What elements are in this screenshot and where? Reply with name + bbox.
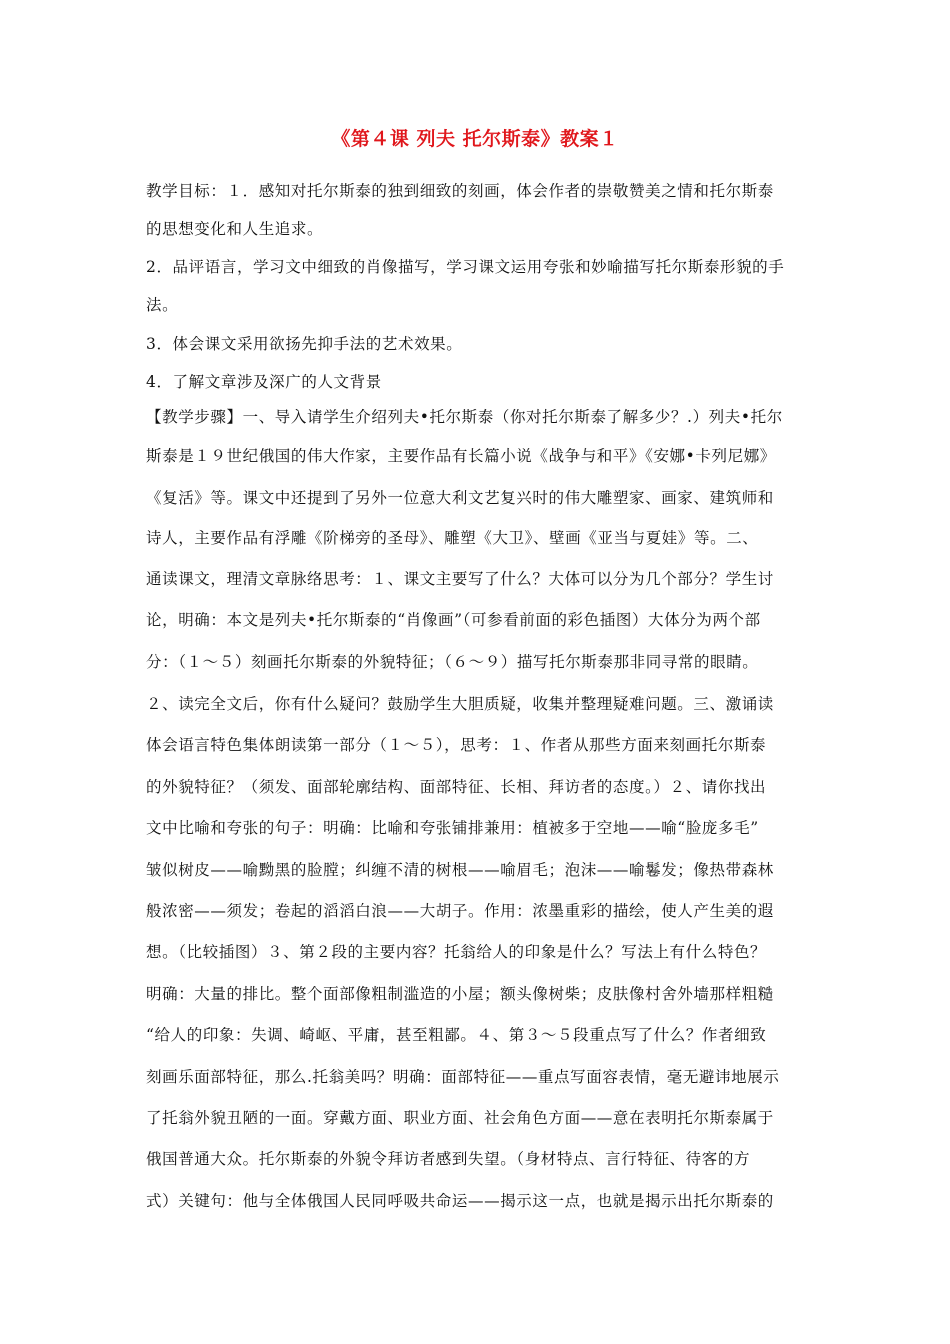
- text-line: 4．了解文章涉及深广的人文背景: [146, 373, 382, 391]
- text-line: 的外貌特征？（须发、面部轮廓结构、面部特征、长相、拜访者的态度。）２、请你找出: [146, 778, 767, 796]
- text-line: 诗人，主要作品有浮雕《阶梯旁的圣母》、雕塑《大卫》、壁画《亚当与夏娃》等。二、: [146, 529, 759, 547]
- text-line: 的思想变化和人生追求。: [146, 220, 324, 238]
- document-title: 《第４课 列夫 托尔斯泰》教案１: [331, 128, 619, 150]
- text-line: 体会语言特色集体朗读第一部分（１～５），思考：１、作者从那些方面来刻画托尔斯泰: [146, 736, 767, 754]
- text-line: 般浓密——须发；卷起的滔滔白浪——大胡子。作用：浓墨重彩的描绘，使人产生美的遐: [146, 902, 774, 920]
- text-line: 刻画乐面部特征，那么.托翁美吗？明确：面部特征——重点写面容表情，毫无避讳地展示: [146, 1068, 780, 1086]
- text-line: 2．品评语言，学习文中细致的肖像描写，学习课文运用夸张和妙喻描写托尔斯泰形貌的手: [146, 258, 785, 276]
- text-line: 《复活》等。课文中还提到了另外一位意大利文艺复兴时的伟大雕塑家、画家、建筑师和: [146, 489, 774, 507]
- text-line: 明确：大量的排比。整个面部像粗制滥造的小屋；额头像树柴；皮肤像村舍外墙那样粗糙: [146, 985, 774, 1003]
- text-line: 教学目标：１．感知对托尔斯泰的独到细致的刻画，体会作者的崇敬赞美之情和托尔斯泰: [146, 182, 774, 200]
- text-line: 想。（比较插图）３、第２段的主要内容？托翁给人的印象是什么？写法上有什么特色？: [146, 943, 767, 961]
- text-line: 皱似树皮——喻黝黑的脸膛；纠缠不清的树根——喻眉毛；泡沫——喻鬈发；像热带森林: [146, 861, 774, 879]
- text-line: 通读课文，理清文章脉络思考：１、课文主要写了什么？大体可以分为几个部分？学生讨: [146, 570, 774, 588]
- text-line: 斯泰是１９世纪俄国的伟大作家，主要作品有长篇小说《战争与和平》《安娜•卡列尼娜》: [146, 447, 776, 465]
- text-line: ２、读完全文后，你有什么疑问？鼓励学生大胆质疑，收集并整理疑难问题。三、激诵读: [146, 695, 774, 713]
- text-line: 论，明确：本文是列夫•托尔斯泰的“肖像画”（可参看前面的彩色插图）大体分为两个部: [146, 611, 761, 629]
- text-line: 【教学步骤】一、导入请学生介绍列夫•托尔斯泰（你对托尔斯泰了解多少？.）列夫•托尔: [146, 408, 783, 426]
- text-line: 俄国普通大众。托尔斯泰的外貌令拜访者感到失望。（身材特点、言行特征、待客的方: [146, 1150, 751, 1168]
- text-line: “给人的印象：失调、崎岖、平庸，甚至粗鄙。４、第３～５段重点写了什么？作者细致: [146, 1026, 767, 1044]
- text-line: 分：（１～５）刻画托尔斯泰的外貌特征；（６～９）描写托尔斯泰那非同寻常的眼睛。: [146, 653, 759, 671]
- text-line: 文中比喻和夸张的句子：明确：比喻和夸张铺排兼用：植被多于空地——喻“脸庞多毛”: [146, 819, 759, 837]
- text-line: 式）关键句：他与全体俄国人民同呼吸共命运——揭示这一点，也就是揭示出托尔斯泰的: [146, 1192, 774, 1210]
- text-line: 法。: [146, 296, 179, 314]
- text-line: 了托翁外貌丑陋的一面。穿戴方面、职业方面、社会角色方面——意在表明托尔斯泰属于: [146, 1109, 774, 1127]
- text-line: 3．体会课文采用欲扬先抑手法的艺术效果。: [146, 335, 463, 353]
